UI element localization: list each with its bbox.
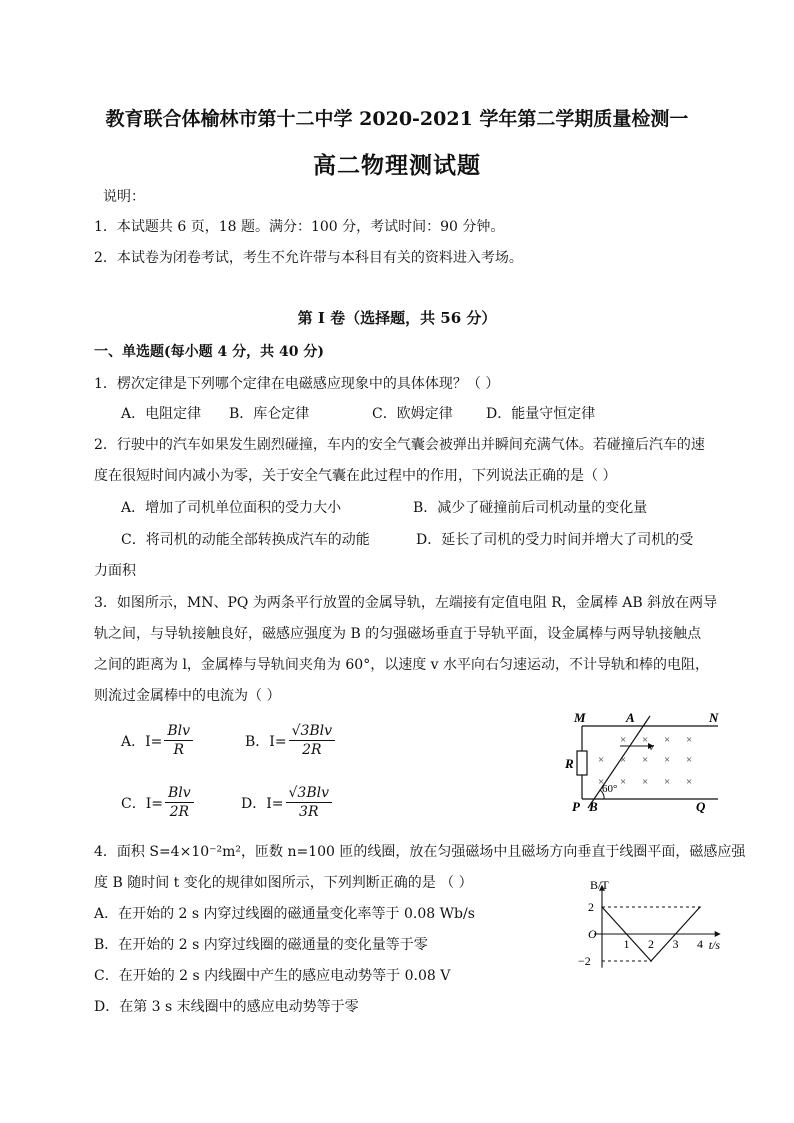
q3-stem-line3: 之间的距离为 l，金属棒与导轨间夹角为 60°，以速度 v 水平向右匀速运动，不计导轨和棒的电阻， <box>94 657 709 673</box>
label-r: R <box>565 756 574 771</box>
q3-option-a-denominator: R <box>173 742 184 758</box>
q3-option-d-denominator: 3R <box>299 804 319 820</box>
data-point <box>650 960 652 962</box>
q4-stem-line2: 度 B 随时间 t 变化的规律如图所示，下列判断正确的是 （ ） <box>94 875 473 891</box>
field-cross: × <box>598 754 605 766</box>
x-tick-3: 3 <box>672 937 679 951</box>
notes-item-2: 2．本试卷为闭卷考试，考生不允许带与本科目有关的资料进入考场。 <box>94 250 523 266</box>
section-title: 第 I 卷（选择题，共 56 分） <box>297 309 497 327</box>
q2-option-b: B．减少了碰撞前后司机动量的变化量 <box>413 500 648 516</box>
resistor-r <box>577 751 587 775</box>
label-angle: 60° <box>602 783 618 795</box>
q2-stem-line1: 2．行驶中的汽车如果发生剧烈碰撞，车内的安全气囊会被弹出并瞬间充满气体。若碰撞后汽车的速 <box>94 437 705 453</box>
q3-option-c-label: C．I= <box>121 795 163 812</box>
field-cross: × <box>686 754 693 766</box>
q3-option-c <box>121 784 194 821</box>
q4-option-b: B．在开始的 2 s 内穿过线圈的磁通量的变化量等于零 <box>94 937 428 953</box>
q4-option-a: A．在开始的 2 s 内穿过线圈的磁通量变化率等于 0.08 Wb/s <box>94 906 475 922</box>
y-tick-minus-2: −2 <box>578 954 591 968</box>
q3-option-c-denominator: 2R <box>169 804 190 820</box>
exam-subtitle: 高二物理测试题 <box>313 152 481 179</box>
label-n: N <box>709 710 719 725</box>
q2-option-c: C．将司机的动能全部转换成汽车的动能 <box>121 532 370 548</box>
field-cross: × <box>642 734 649 746</box>
label-b: B <box>589 799 598 814</box>
q3-stem-line2: 轨之间，与导轨接触良好，磁感应强度为 B 的匀强磁场垂直于导轨平面，设金属棒与两导轨接触点 <box>94 626 702 642</box>
field-cross: × <box>598 776 605 788</box>
q3-option-a-numerator: Blv <box>164 722 193 741</box>
q3-option-a-label: A．I= <box>121 733 163 750</box>
notes-item-1: 1．本试题共 6 页，18 题。满分：100 分，考试时间：90 分钟。 <box>94 219 505 235</box>
x-tick-1: 1 <box>623 937 630 951</box>
q3-stem-line4: 则流过金属棒中的电流为（ ） <box>94 688 281 704</box>
field-cross: × <box>620 734 627 746</box>
q3-option-b-numerator: √3Blv <box>289 722 336 741</box>
q3-option-c-numerator: Blv <box>165 784 194 803</box>
q3-option-b-fraction <box>289 722 336 759</box>
q3-option-b-denominator: 2R <box>302 742 322 758</box>
field-cross: × <box>686 776 693 788</box>
field-cross: × <box>664 776 671 788</box>
q3-option-b <box>245 722 335 759</box>
q2-option-a: A．增加了司机单位面积的受力大小 <box>121 500 342 516</box>
b-t-graph <box>560 874 721 986</box>
x-tick-2: 2 <box>648 937 654 951</box>
x-tick-4: 4 <box>697 937 703 951</box>
q3-option-a <box>121 722 193 759</box>
label-a: A <box>626 710 635 725</box>
y-axis-label: B/T <box>590 877 609 892</box>
part-title: 一、单选题(每小题 4 分，共 40 分) <box>94 344 324 360</box>
q3-circuit-figure <box>560 708 730 813</box>
field-cross: × <box>642 776 649 788</box>
exam-title: 教育联合体榆林市第十二中学 2020-2021 学年第二学期质量检测一 <box>105 108 689 130</box>
q3-option-d <box>241 784 332 821</box>
q3-option-d-fraction <box>286 784 333 821</box>
q1-option-d: D．能量守恒定律 <box>486 406 596 422</box>
q2-stem-line2: 度在很短时间内减小为零，关于安全气囊在此过程中的作用，下列说法正确的是（ ） <box>94 468 617 484</box>
q1-option-c: C．欧姆定律 <box>372 406 453 422</box>
field-cross: × <box>664 734 671 746</box>
y-tick-2: 2 <box>588 900 594 914</box>
field-cross: × <box>686 734 693 746</box>
q4-option-c: C．在开始的 2 s 内线圈中产生的感应电动势等于 0.08 V <box>94 968 451 984</box>
data-point <box>699 906 701 908</box>
field-cross: × <box>664 754 671 766</box>
magnetic-field-crosses <box>598 734 692 788</box>
q3-option-d-label: D．I= <box>241 795 284 812</box>
q3-option-c-fraction <box>165 784 194 821</box>
q4-stem-line1: 4．面积 S=4×10⁻²m²，匝数 n=100 匝的线圈，放在匀强磁场中且磁场方向垂直于线圈平面，磁感应强 <box>94 844 746 860</box>
q3-stem-line1: 3．如图所示，MN、PQ 为两条平行放置的金属导轨，左端接有定值电阻 R，金属棒 AB 斜放在两导 <box>94 595 718 611</box>
field-cross: × <box>620 754 627 766</box>
notes-label: 说明： <box>103 189 145 205</box>
field-cross: × <box>642 754 649 766</box>
q1-option-b: B．库仑定律 <box>229 406 310 422</box>
q4-option-d: D．在第 3 s 末线圈中的感应电动势等于零 <box>94 999 359 1015</box>
data-point <box>601 906 603 908</box>
x-axis-arrow <box>715 931 721 937</box>
field-cross: × <box>620 776 627 788</box>
label-q: Q <box>696 799 706 814</box>
origin-label: O <box>588 927 597 941</box>
q1-stem: 1．楞次定律是下列哪个定律在电磁感应现象中的具体体现？（ ） <box>94 376 500 392</box>
label-m: M <box>574 710 586 725</box>
q3-option-a-fraction <box>164 722 193 759</box>
x-axis-label: t/s <box>708 938 721 952</box>
q3-option-d-numerator: √3Blv <box>286 784 333 803</box>
q2-option-d-line2: 力面积 <box>94 563 136 579</box>
label-v: v <box>649 741 654 753</box>
q2-option-d-line1: D．延长了司机的受力时间并增大了司机的受 <box>416 532 694 548</box>
label-p: P <box>572 799 580 814</box>
q1-option-a: A．电阻定律 <box>121 406 202 422</box>
q3-option-b-label: B．I= <box>245 733 287 750</box>
